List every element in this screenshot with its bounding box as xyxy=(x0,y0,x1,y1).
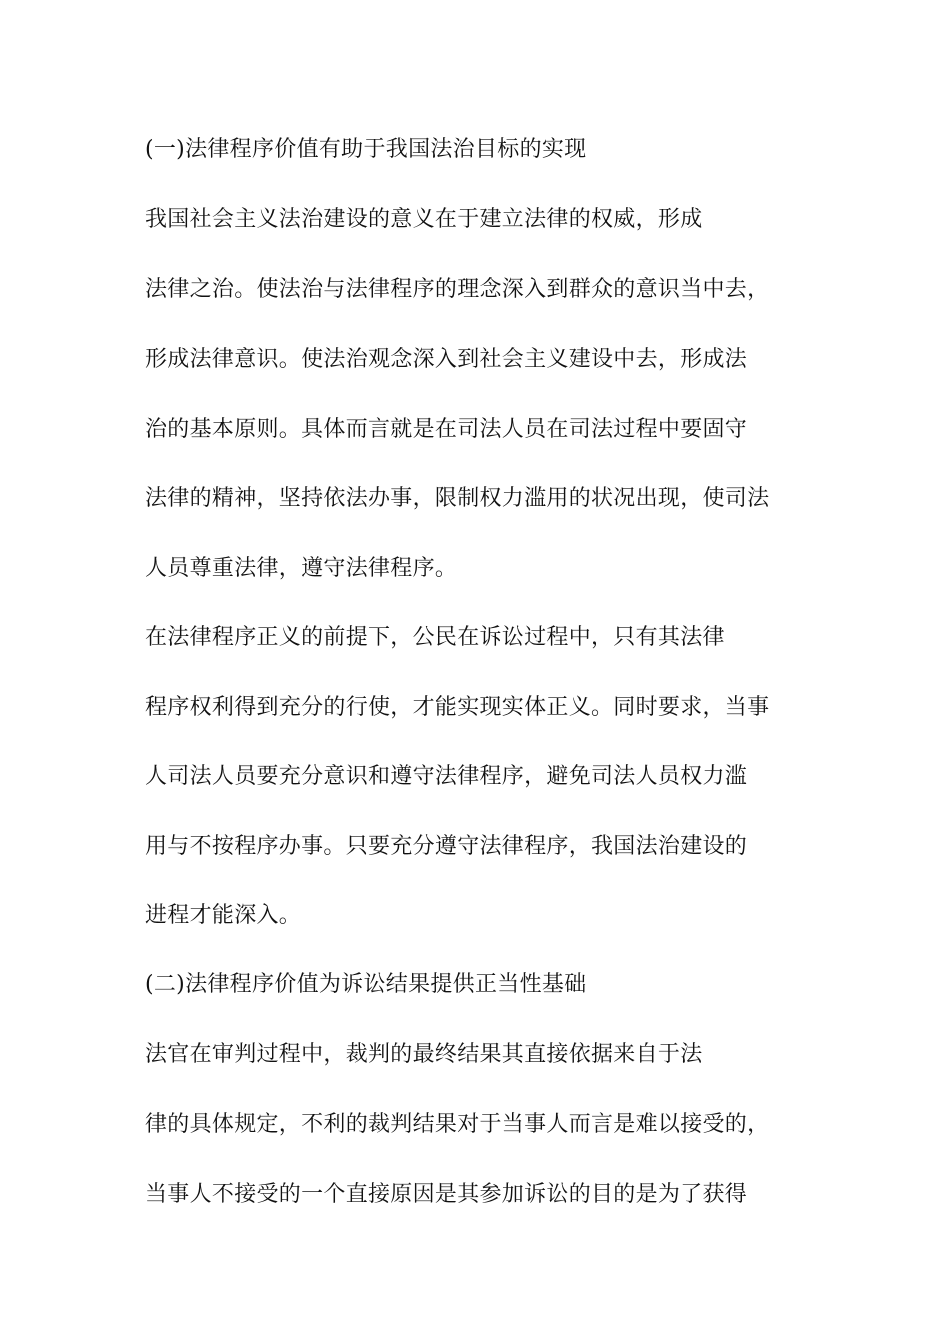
paragraph-line: 律的具体规定，不利的裁判结果对于当事人而言是难以接受的， xyxy=(145,1112,770,1137)
paragraph-line: 人司法人员要充分意识和遵守法律程序，避免司法人员权力滥 xyxy=(145,764,748,789)
section-heading-1: (一)法律程序价值有助于我国法治目标的实现 xyxy=(145,137,587,162)
paragraph-line: 法官在审判过程中，裁判的最终结果其直接依据来自于法 xyxy=(145,1042,703,1067)
paragraph-line: 法律的精神，坚持依法办事，限制权力滥用的状况出现，使司法 xyxy=(145,486,770,511)
paragraph-line: 当事人不接受的一个直接原因是其参加诉讼的目的是为了获得 xyxy=(145,1182,748,1207)
paragraph-line: 人员尊重法律，遵守法律程序。 xyxy=(145,556,458,581)
paragraph-line: 我国社会主义法治建设的意义在于建立法律的权威，形成 xyxy=(145,207,703,232)
paragraph-line: 治的基本原则。具体而言就是在司法人员在司法过程中要固守 xyxy=(145,417,748,442)
section-heading-2: (二)法律程序价值为诉讼结果提供正当性基础 xyxy=(145,972,587,997)
paragraph-line: 在法律程序正义的前提下，公民在诉讼过程中，只有其法律 xyxy=(145,625,725,650)
paragraph-line: 程序权利得到充分的行使，才能实现实体正义。同时要求，当事 xyxy=(145,695,770,720)
paragraph-line: 法律之治。使法治与法律程序的理念深入到群众的意识当中去， xyxy=(145,277,770,302)
paragraph-line: 进程才能深入。 xyxy=(145,903,302,928)
paragraph-line: 形成法律意识。使法治观念深入到社会主义建设中去，形成法 xyxy=(145,347,748,372)
paragraph-line: 用与不按程序办事。只要充分遵守法律程序，我国法治建设的 xyxy=(145,834,748,859)
